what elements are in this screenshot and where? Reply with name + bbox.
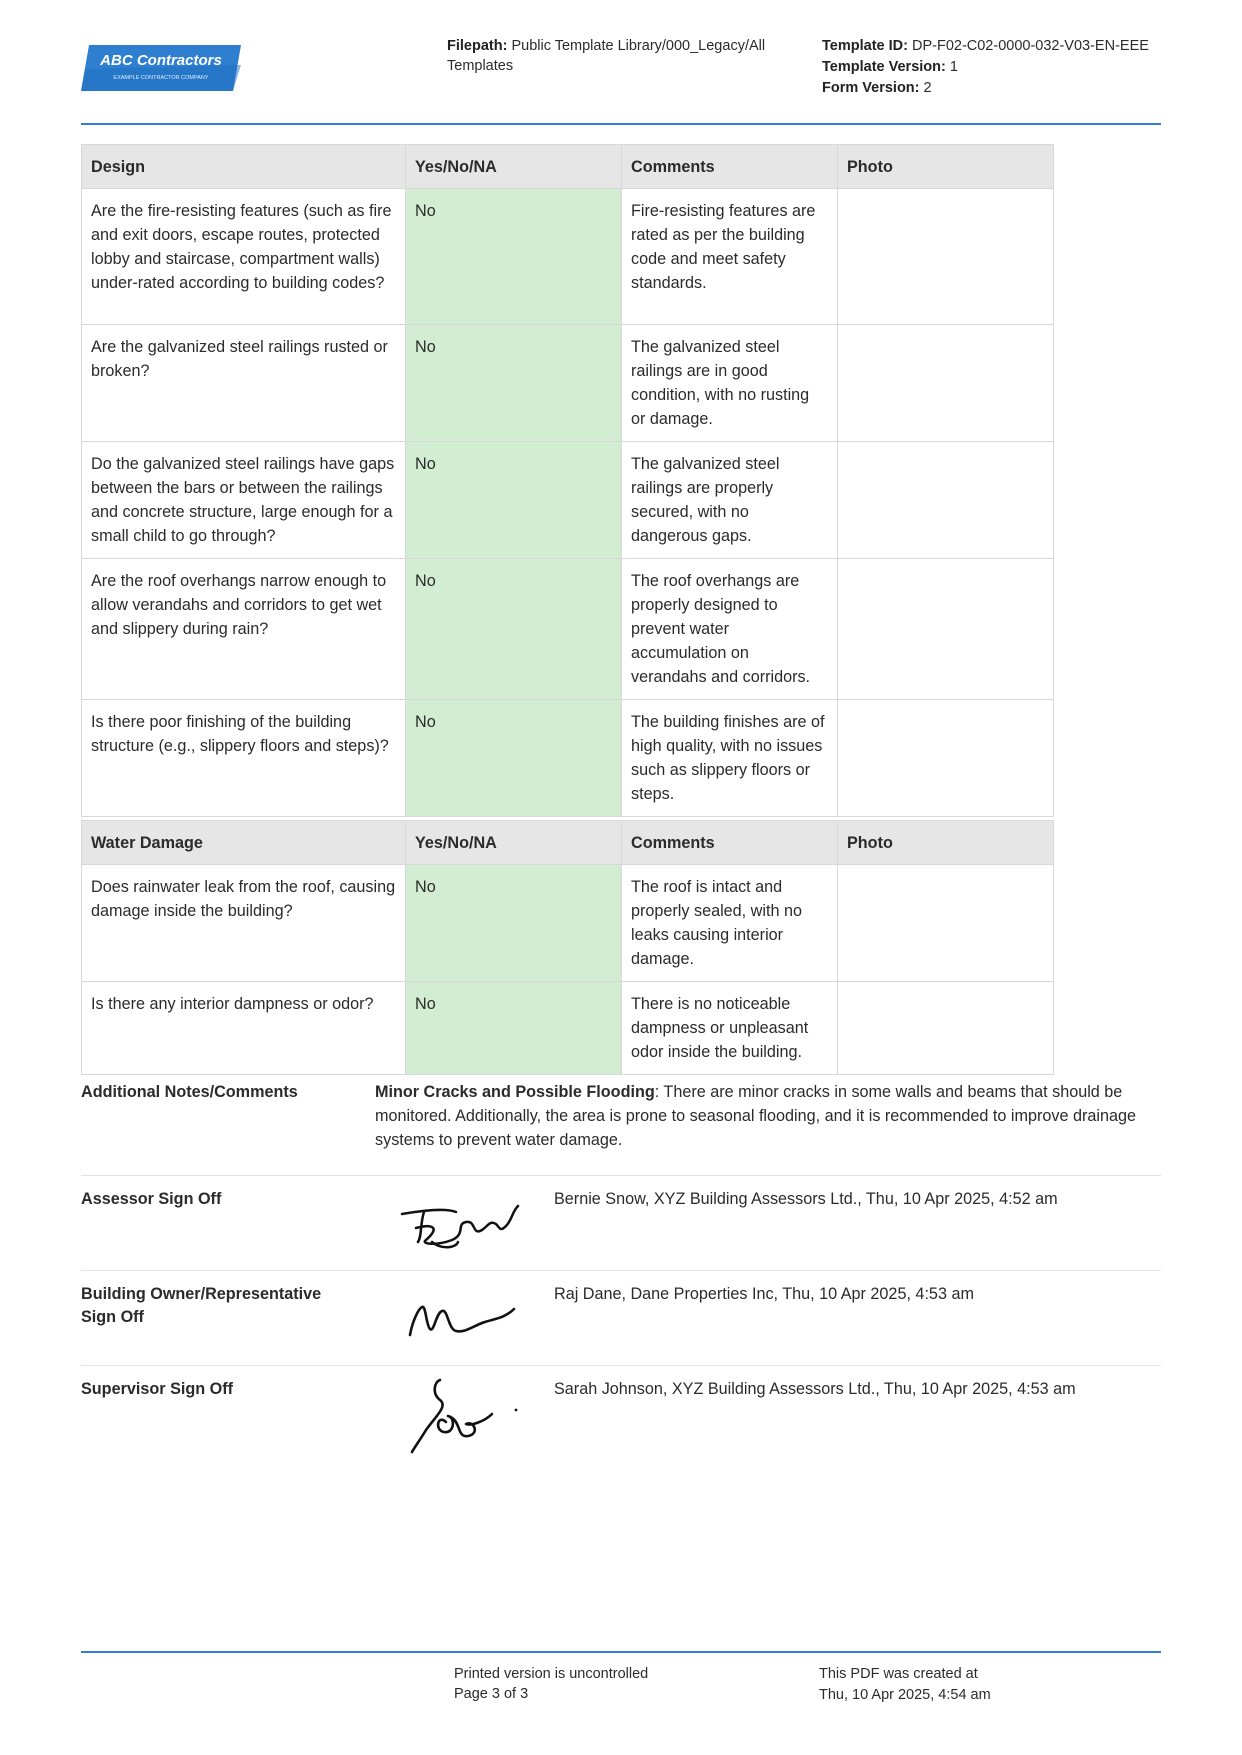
footer-created-info <box>819 1664 1119 1706</box>
signoff-details: Bernie Snow, XYZ Building Assessors Ltd., Thu, 10 Apr 2025, 4:52 am <box>554 1190 1058 1208</box>
water-damage-table <box>81 820 1054 1075</box>
page-header <box>81 36 1161 124</box>
form-version-label: Form Version: <box>822 80 920 96</box>
signoff-label: Supervisor Sign Off <box>81 1380 234 1398</box>
question-cell: Do the galvanized steel railings have gaps between the bars or between the railings and concrete structure, large enough for a small child to go through? <box>82 442 406 559</box>
comment-cell: The building finishes are of high quality, with no issues such as slippery floors or steps. <box>622 700 838 817</box>
design-table <box>81 144 1054 817</box>
signature-image <box>396 1184 526 1264</box>
template-version-value: 1 <box>949 59 958 75</box>
column-header: Design <box>82 145 406 189</box>
signoff-label: Assessor Sign Off <box>81 1190 222 1208</box>
table-row <box>82 442 1054 559</box>
photo-cell <box>838 189 1054 325</box>
signoff-details: Sarah Johnson, XYZ Building Assessors Ltd., Thu, 10 Apr 2025, 4:53 am <box>554 1380 1076 1398</box>
footer-divider <box>81 1651 1161 1653</box>
comment-cell: The galvanized steel railings are in good condition, with no rusting or damage. <box>622 325 838 442</box>
signoff-details: Raj Dane, Dane Properties Inc, Thu, 10 Apr 2025, 4:53 am <box>554 1285 974 1303</box>
template-id-label: Template ID: <box>822 38 908 54</box>
answer-cell: No <box>406 325 622 442</box>
comment-cell: The galvanized steel railings are properly secured, with no dangerous gaps. <box>622 442 838 559</box>
template-id-value: DP-F02-C02-0000-032-V03-EN-EEE <box>911 38 1149 54</box>
column-header: Yes/No/NA <box>406 821 622 865</box>
comment-cell: Fire-resisting features are rated as per the building code and meet safety standards. <box>622 189 838 325</box>
header-divider <box>81 123 1161 125</box>
question-cell: Is there poor finishing of the building structure (e.g., slippery floors and steps)? <box>82 700 406 817</box>
filepath-value: Public Template Library/000_Legacy/All Templates <box>447 38 766 74</box>
created-value: Thu, 10 Apr 2025, 4:54 am <box>819 1687 991 1703</box>
signoff-label: Building Owner/Representative Sign Off <box>81 1285 322 1326</box>
logo-tagline: EXAMPLE CONTRACTOR COMPANY <box>113 75 209 81</box>
signature-image <box>396 1374 526 1454</box>
logo-name: ABC Contractors <box>100 52 222 69</box>
answer-cell: No <box>406 700 622 817</box>
owner-signoff <box>81 1270 1161 1366</box>
footer-print-info <box>454 1664 754 1704</box>
photo-cell <box>838 442 1054 559</box>
question-cell: Are the roof overhangs narrow enough to allow verandahs and corridors to get wet and slippery during rain? <box>82 559 406 700</box>
column-header: Photo <box>838 821 1054 865</box>
assessor-signoff <box>81 1175 1161 1271</box>
comment-cell: The roof is intact and properly sealed, with no leaks causing interior damage. <box>622 865 838 982</box>
table-row <box>82 559 1054 700</box>
photo-cell <box>838 865 1054 982</box>
photo-cell <box>838 325 1054 442</box>
question-cell: Does rainwater leak from the roof, causing damage inside the building? <box>82 865 406 982</box>
photo-cell <box>838 559 1054 700</box>
table-row <box>82 865 1054 982</box>
comment-cell: There is no noticeable dampness or unpleasant odor inside the building. <box>622 982 838 1075</box>
photo-cell <box>838 700 1054 817</box>
answer-cell: No <box>406 865 622 982</box>
photo-cell <box>838 982 1054 1075</box>
company-logo <box>81 45 241 91</box>
notes-text: : There are minor cracks in some walls and beams that should be monitored. Additionally, the area is prone to seasonal flooding, and it is recommended to improve drainage systems to prevent water damage. <box>375 1083 1136 1149</box>
template-version-label: Template Version: <box>822 59 946 75</box>
signature-image <box>396 1279 526 1359</box>
notes-bold-prefix: Minor Cracks and Possible Flooding <box>375 1083 655 1101</box>
answer-cell: No <box>406 442 622 559</box>
table-row <box>82 700 1054 817</box>
uncontrolled-note: Printed version is uncontrolled <box>454 1666 649 1682</box>
question-cell: Is there any interior dampness or odor? <box>82 982 406 1075</box>
form-version-value: 2 <box>923 80 932 96</box>
answer-cell: No <box>406 189 622 325</box>
design-table-header <box>82 145 1054 189</box>
comment-cell: The roof overhangs are properly designed to prevent water accumulation on verandahs and corridors. <box>622 559 838 700</box>
column-header: Yes/No/NA <box>406 145 622 189</box>
column-header: Water Damage <box>82 821 406 865</box>
filepath-label: Filepath: <box>447 38 508 54</box>
question-cell: Are the galvanized steel railings rusted or broken? <box>82 325 406 442</box>
column-header: Comments <box>622 821 838 865</box>
column-header: Comments <box>622 145 838 189</box>
table-row <box>82 982 1054 1075</box>
answer-cell: No <box>406 982 622 1075</box>
water-table-header <box>82 821 1054 865</box>
filepath-block <box>447 36 787 76</box>
template-meta <box>822 36 1162 99</box>
notes-label: Additional Notes/Comments <box>81 1083 298 1101</box>
question-cell: Are the fire-resisting features (such as fire and exit doors, escape routes, protected lobby and staircase, compartment walls) under-rated according to building codes? <box>82 189 406 325</box>
supervisor-signoff <box>81 1365 1161 1461</box>
page-number: Page 3 of 3 <box>454 1686 529 1702</box>
table-row <box>82 325 1054 442</box>
created-label: This PDF was created at <box>819 1666 978 1682</box>
notes-body <box>375 1080 1161 1152</box>
column-header: Photo <box>838 145 1054 189</box>
answer-cell: No <box>406 559 622 700</box>
table-row <box>82 189 1054 325</box>
